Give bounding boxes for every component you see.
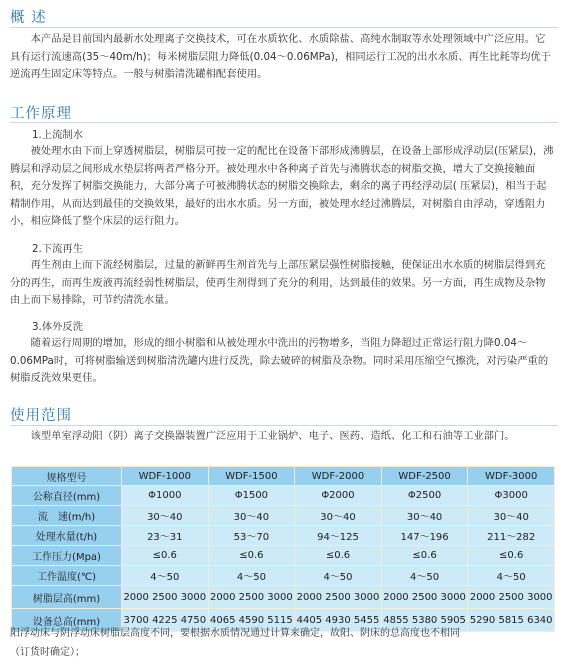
table-cell: 3700 4225 4750 xyxy=(122,609,209,632)
table-cell: ≤0.6 xyxy=(468,546,555,566)
table-cell: 4～50 xyxy=(122,566,209,586)
table-header-row xyxy=(12,467,555,486)
row-label: 处理水量(t/h) xyxy=(12,526,122,546)
overview-title: 概 述 xyxy=(10,10,47,26)
table-cell: Φ1000 xyxy=(122,486,209,506)
table-cell: 30～40 xyxy=(295,506,382,526)
table-header-cell: 规格型号 xyxy=(12,467,122,486)
table-header-cell: WDF-2500 xyxy=(381,467,468,486)
table-cell: 30～40 xyxy=(468,506,555,526)
table-footnote xyxy=(10,624,555,662)
table-row xyxy=(12,526,555,546)
table-cell: ≤0.6 xyxy=(208,546,295,566)
row-label: 树脂层高(mm) xyxy=(12,586,122,609)
table-cell: Φ2000 xyxy=(295,486,382,506)
table-row xyxy=(12,506,555,526)
table-row xyxy=(12,586,555,609)
table-cell: 4～50 xyxy=(468,566,555,586)
table-row xyxy=(12,486,555,506)
overview-text: 本产品是目前国内最新水处理离子交换技术，可在水质软化、水质除盐、高纯水制取等水处理领域中广泛应用。它具有运行流速高(35～40m/h)；每米树脂层阻力降低(0.04～0.06MPa)，相同运行工况的出水水质、再生比耗等均优于逆流再生固定床等特点。一般与树脂清洗罐相配套使用。 xyxy=(10,33,551,80)
scope-text: 该型单室浮动阳（阴）离子交换器装置广泛应用于工业锅炉、电子、医药、造纸、化工和石油等工业部门。 xyxy=(30,430,515,442)
row-label: 工作温度(℃) xyxy=(12,566,122,586)
table-cell: Φ2500 xyxy=(381,486,468,506)
table-cell: 2000 2500 3000 xyxy=(295,586,382,609)
table-cell: ≤0.6 xyxy=(122,546,209,566)
table-cell: 30～40 xyxy=(122,506,209,526)
principle-title: 工作原理 xyxy=(10,106,72,122)
principle-heading-backwash: 3.体外反洗 xyxy=(32,321,84,333)
table-cell: Φ1500 xyxy=(208,486,295,506)
table-cell: 2000 2500 3000 xyxy=(208,586,295,609)
table-cell: ≤0.6 xyxy=(295,546,382,566)
table-cell: 147～196 xyxy=(381,526,468,546)
table-cell: 4405 4930 5455 xyxy=(295,609,382,632)
table-cell: 4～50 xyxy=(381,566,468,586)
row-label: 流 速(m/h) xyxy=(12,506,122,526)
row-label: 设备总高(mm) xyxy=(12,609,122,632)
principle-heading-upflow: 1.上流制水 xyxy=(32,129,84,141)
table-cell: 94～125 xyxy=(295,526,382,546)
principle-divider xyxy=(10,122,558,123)
footnote-line: 阳浮动床与阴浮动床树脂层高度不同，要根据水质情况通过计算来确定，故阳、阴床的总高度也不相同 xyxy=(10,628,460,639)
table-cell: 4～50 xyxy=(208,566,295,586)
principle-heading-regeneration: 2.下流再生 xyxy=(32,243,84,255)
table-cell: 5290 5815 6340 xyxy=(468,609,555,632)
table-cell: 2000 2500 3000 xyxy=(381,586,468,609)
table-cell: 4065 4590 5115 xyxy=(208,609,295,632)
table-cell: 30～40 xyxy=(381,506,468,526)
principle-text-regeneration: 再生剂由上而下流经树脂层，过量的新鲜再生剂首先与上部压紧层强性树脂接触，使保证出水水质的树脂层得到充分的再生，而再生废液再流经弱性树脂层，使再生剂得到了充分的利用，达到最佳的效果。另一方面，再生成物及杂物由上而下易排除，可节约清洗水量。 xyxy=(10,259,546,306)
table-header-cell: WDF-2000 xyxy=(295,467,382,486)
row-label: 公称直径(mm) xyxy=(12,486,122,506)
principle-text-backwash: 随着运行周期的增加，形成的细小树脂和从被处理水中洗出的污物增多，当阻力降超过正常运行阻力降0.04～0.06MPa时，可将树脂输送到树脂清洗罐内进行反洗，除去破碎的树脂及杂物。同时采用压缩空气擦洗，对污染严重的树脂反洗效果更佳。 xyxy=(10,337,549,384)
spec-table xyxy=(11,466,555,632)
table-cell: 4855 5380 5905 xyxy=(381,609,468,632)
table-cell: 211～282 xyxy=(468,526,555,546)
row-label: 工作压力(Mpa) xyxy=(12,546,122,566)
table-cell: 53～70 xyxy=(208,526,295,546)
table-cell: 30～40 xyxy=(208,506,295,526)
principle-text-upflow: 被处理水由下而上穿透树脂层，树脂层可按一定的配比在设备下部形成沸腾层，在设备上部形成浮动层(压紧层)，沸腾层和浮动层之间形成水垫层将两者严格分开。被处理水中各种离子首先与沸腾状态的树脂交换，增大了交换接触面积，充分发挥了树脂交换能力，大部分离子可被沸腾状态的树脂交换除去，剩余的离子再经浮动层( 压紧层)，相当于起精制作用，从而达到最佳的交换效果，最好的出水水质。另一方面，被处理水经过沸腾层，对树脂自由浮动，穿透阻力小，相应降低了整个床层的运行阻力。 xyxy=(10,145,554,227)
table-cell: 2000 2500 3000 xyxy=(122,586,209,609)
scope-title: 使用范围 xyxy=(10,408,72,424)
table-header-cell: WDF-1500 xyxy=(208,467,295,486)
table-row xyxy=(12,546,555,566)
scope-divider xyxy=(10,425,558,426)
table-cell: 2000 2500 3000 xyxy=(468,586,555,609)
table-cell: 4～50 xyxy=(295,566,382,586)
table-header-cell: WDF-3000 xyxy=(468,467,555,486)
table-cell: ≤0.6 xyxy=(381,546,468,566)
overview-divider xyxy=(10,27,558,28)
table-row xyxy=(12,566,555,586)
table-cell: Φ3000 xyxy=(468,486,555,506)
table-header-cell: WDF-1000 xyxy=(122,467,209,486)
footnote-line: （订货时确定）； xyxy=(10,647,85,658)
table-cell: 23～31 xyxy=(122,526,209,546)
